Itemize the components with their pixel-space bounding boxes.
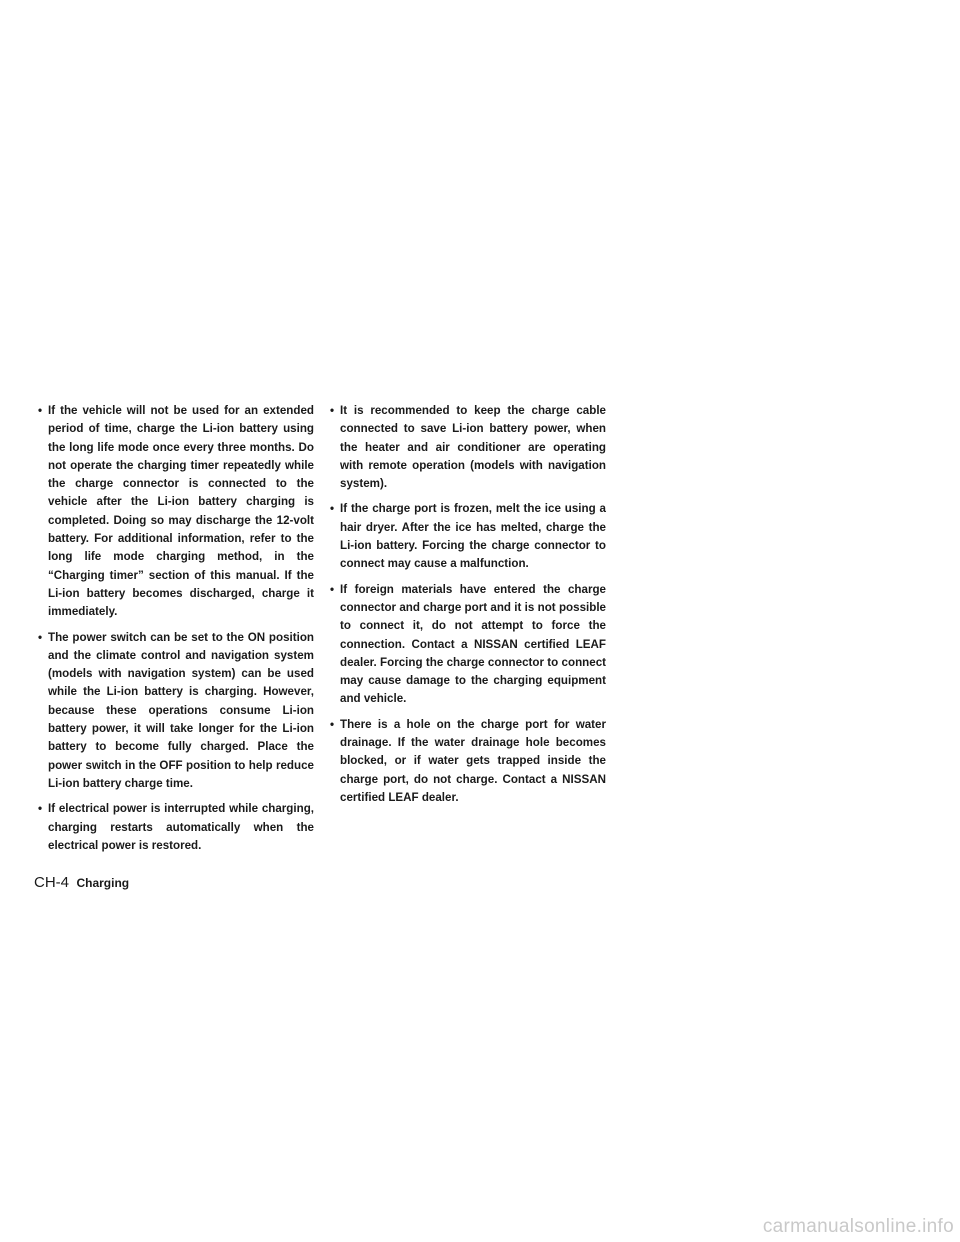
- bullet-text: The power switch can be set to the ON position and the climate control and navigation system (models with navigation system) can be used while the Li-ion battery is charging. However, because these operations consume Li-ion battery power, it will take longer for the Li-ion battery to become fully charged. Place the power switch in the OFF position to help reduce Li-ion battery charge time.: [48, 630, 314, 790]
- watermark[interactable]: carmanualsonline.info: [762, 1216, 954, 1237]
- left-column: [36, 402, 314, 862]
- right-column: [328, 402, 606, 814]
- bullet-icon: •: [38, 802, 43, 816]
- bullet-icon: •: [330, 717, 335, 731]
- bullet-icon: •: [330, 582, 335, 596]
- bullet-text: There is a hole on the charge port for water drainage. If the water drainage hole becomes blocked, or if water gets trapped inside the charge port, do not charge. Contact a NISSAN certified LEAF dealer.: [340, 717, 606, 804]
- page-number: CH-4: [34, 874, 70, 891]
- right-bullet-list: [328, 402, 606, 807]
- bullet-text: If the charge port is frozen, melt the ice using a hair dryer. After the ice has melted, charge the Li-ion battery. Forcing the charge connector to connect may cause a malfunction.: [340, 502, 606, 571]
- list-item: [328, 716, 606, 807]
- bullet-text: It is recommended to keep the charge cable connected to save Li-ion battery power, when the heater and air conditioner are operating with remote operation (models with navigation system).: [340, 404, 606, 491]
- section-name: Charging: [76, 876, 130, 890]
- list-item: [36, 402, 314, 622]
- bullet-text: If the vehicle will not be used for an extended period of time, charge the Li-ion battery using the long life mode once every three months. Do not operate the charging timer repeatedly while the charge connector is connected to the vehicle after the Li-ion battery charging is completed. Doing so may discharge the 12-volt battery. For additional information, refer to the long life mode charging method, in the “Charging timer” section of this manual. If the Li-ion battery becomes discharged, charge it immediately.: [48, 404, 314, 619]
- bullet-text: If foreign materials have entered the charge connector and charge port and it is not possible to connect it, do not attempt to force the connection. Contact a NISSAN certified LEAF dealer. Forcing the charge connector to connect may cause damage to the charging equipment and vehicle.: [340, 582, 606, 706]
- list-item: [328, 581, 606, 709]
- list-item: [328, 500, 606, 573]
- bullet-icon: •: [38, 630, 43, 644]
- bullet-icon: •: [38, 404, 43, 417]
- left-bullet-list: [36, 402, 314, 855]
- list-item: [36, 629, 314, 794]
- page-footer: [34, 874, 129, 892]
- list-item: [328, 402, 606, 493]
- list-item: [36, 800, 314, 855]
- bullet-text: If electrical power is interrupted while charging, charging restarts automatically when the electrical power is restored.: [48, 802, 314, 852]
- bullet-icon: •: [330, 502, 335, 516]
- bullet-icon: •: [330, 404, 335, 417]
